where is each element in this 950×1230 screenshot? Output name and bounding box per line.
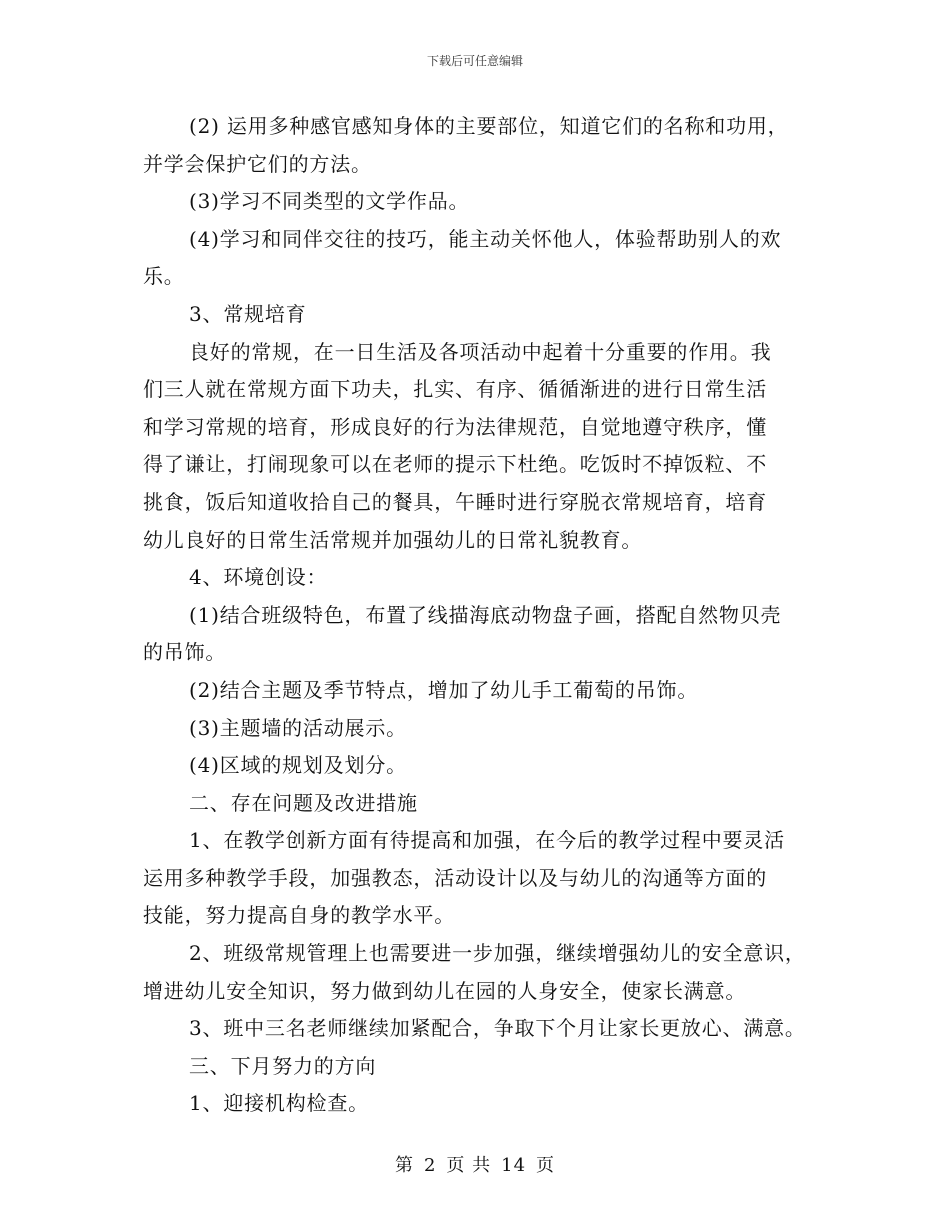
footer-current-page: 2 (423, 1155, 437, 1176)
header-note: 下载后可任意编辑 (426, 54, 523, 68)
document-body (143, 108, 823, 1123)
text-line: (2)结合主题及季节特点，增加了幼儿手工葡萄的吊饰。 (189, 677, 699, 702)
body-text (143, 108, 823, 1123)
footer-total-pages: 14 (501, 1155, 527, 1176)
text-line: 3、常规培育 (189, 301, 307, 326)
text-line: 挑食，饭后知道收拾自己的餐具，午睡时进行穿脱衣常规培育，培育 (143, 489, 767, 514)
text-line: 幼儿良好的日常生活常规并加强幼儿的日常礼貌教育。 (143, 527, 643, 552)
text-line: (4)学习和同伴交往的技巧，能主动关怀他人，体验帮助别人的欢 (189, 226, 782, 251)
text-line: (2) 运用多种感官感知身体的主要部位，知道它们的名称和功用， (189, 114, 789, 138)
text-line: 1、迎接机构检查。 (189, 1091, 369, 1116)
text-line: 技能，努力提高自身的教学水平。 (143, 903, 455, 928)
text-line: 4、环境创设： (189, 565, 328, 590)
page-footer (0, 1155, 950, 1177)
footer-label-page: 第 (394, 1155, 414, 1176)
text-line: 3、班中三名老师继续加紧配合，争取下个月让家长更放心、满意。 (189, 1016, 806, 1041)
text-line: 1、在教学创新方面有待提高和加强，在今后的教学过程中要灵活 (189, 828, 785, 853)
text-line: 和学习常规的培育，形成良好的行为法律规范，自觉地遵守秩序，懂 (143, 414, 767, 439)
text-line: 2、班级常规管理上也需要进一步加强，继续增强幼儿的安全意识， (189, 941, 806, 966)
text-line: 们三人就在常规方面下功夫，扎实、有序、循循渐进的进行日常生活 (143, 377, 767, 402)
footer-label-of: 页 共 (446, 1155, 492, 1176)
text-line: (3)主题墙的活动展示。 (189, 715, 407, 740)
text-line: 运用多种教学手段，加强教态，活动设计以及与幼儿的沟通等方面的 (143, 865, 767, 890)
footer-label-end: 页 (536, 1155, 556, 1176)
text-line: (4)区域的规划及划分。 (189, 753, 407, 778)
text-line: 良好的常规，在一日生活及各项活动中起着十分重要的作用。我 (189, 339, 772, 364)
text-line: 得了谦让，打闹现象可以在老师的提示下杜绝。吃饭时不掉饭粒、不 (143, 452, 767, 477)
text-line: 并学会保护它们的方法。 (143, 151, 372, 176)
text-line: 乐。 (143, 264, 185, 289)
text-line: 三、下月努力的方向 (189, 1053, 377, 1078)
text-line: 增进幼儿安全知识，努力做到幼儿在园的人身安全，使家长满意。 (143, 978, 747, 1003)
text-line: 二、存在问题及改进措施 (189, 790, 418, 815)
text-line: 的吊饰。 (143, 640, 227, 665)
text-line: (3)学习不同类型的文学作品。 (189, 189, 470, 214)
text-line: (1)结合班级特色，布置了线描海底动物盘子画，搭配自然物贝壳 (189, 602, 782, 627)
